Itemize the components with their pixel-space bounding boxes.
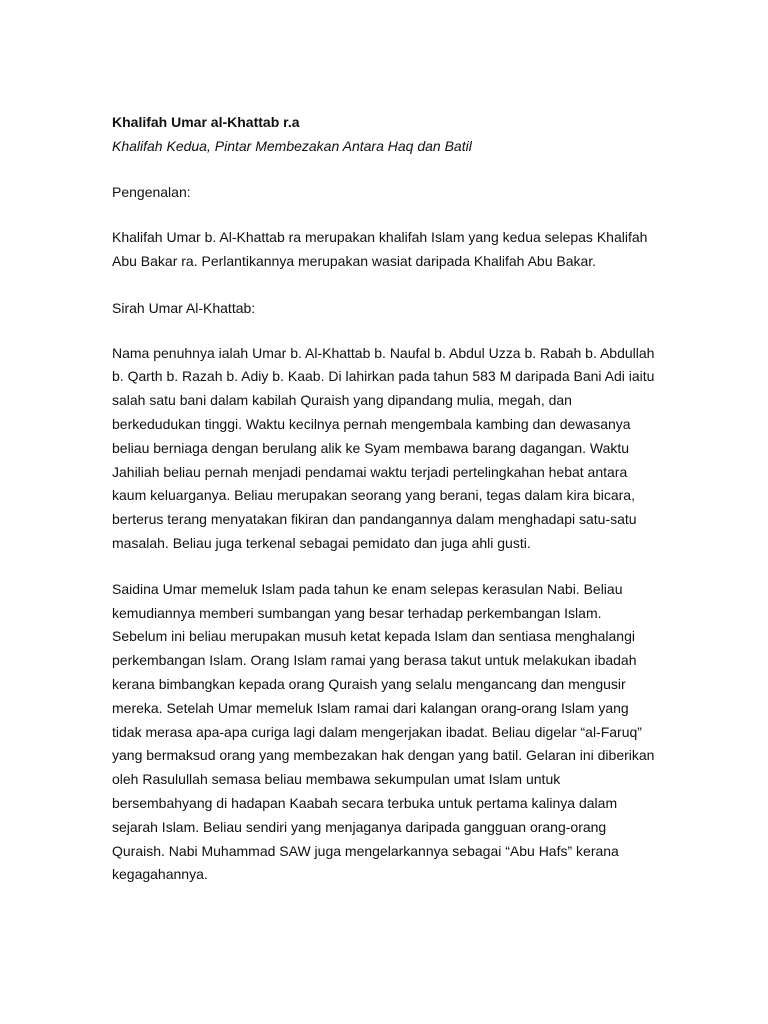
document-body	[112, 110, 660, 887]
sirah-heading: Sirah Umar Al-Khattab:	[112, 299, 256, 316]
sirah-paragraph-1: Nama penuhnya ialah Umar b. Al-Khattab b. Naufal b. Abdul Uzza b. Rabah b. Abdullah b. Qarth b. Razah b. Adiy b. Kaab. Di lahirkan pada tahun 583 M daripada Bani Adi iaitu salah satu bani dalam kabilah Quraish yang dipandang mulia, megah, dan berkedudukan tinggi. Waktu kecilnya pernah mengembala kambing dan dewasanya beliau berniaga dengan berulang alik ke Syam membawa barang dagangan. Waktu Jahiliah beliau pernah menjadi pendamai waktu terjadi pertelingkahan hebat antara kaum keluarganya. Beliau merupakan seorang yang berani, tegas dalam kira bicara, berterus terang menyatakan fikiran dan pandangannya dalam menghadapi satu-satu masalah. Beliau juga terkenal sebagai pemidato dan juga ahli gusti.	[112, 344, 655, 551]
document-subtitle: Khalifah Kedua, Pintar Membezakan Antara Haq dan Batil	[112, 138, 472, 154]
intro-heading: Pengenalan:	[112, 184, 191, 200]
intro-paragraph: Khalifah Umar b. Al-Khattab ra merupakan khalifah Islam yang kedua selepas Khalifah Abu Bakar ra. Perlantikannya merupakan wasiat daripada Khalifah Abu Bakar.	[112, 229, 648, 269]
document-title: Khalifah Umar al-Khattab r.a	[112, 114, 300, 130]
sirah-paragraph-2: Saidina Umar memeluk Islam pada tahun ke enam selepas kerasulan Nabi. Beliau kemudiannya memberi sumbangan yang besar terhadap perkembangan Islam. Sebelum ini beliau merupakan musuh ketat kepada Islam dan sentiasa menghalangi perkembangan Islam. Orang Islam ramai yang berasa takut untuk melakukan ibadah kerana bimbangkan kepada orang Quraish yang selalu mengancang dan mengusir mereka. Setelah Umar memeluk Islam ramai dari kalangan orang-orang Islam yang tidak merasa apa-apa curiga lagi dalam mengerjakan ibadat. Beliau digelar “al-Faruq” yang bermaksud orang yang membezakan hak dengan yang batil. Gelaran ini diberikan oleh Rasulullah semasa beliau membawa sekumpulan umat Islam untuk bersembahyang di hadapan Kaabah secara terbuka untuk pertama kalinya dalam sejarah Islam. Beliau sendiri yang menjaganya daripada gangguan orang-orang Quraish. Nabi Muhammad SAW juga mengelarkannya sebagai “Abu Hafs” kerana kegagahannya.	[112, 580, 655, 883]
